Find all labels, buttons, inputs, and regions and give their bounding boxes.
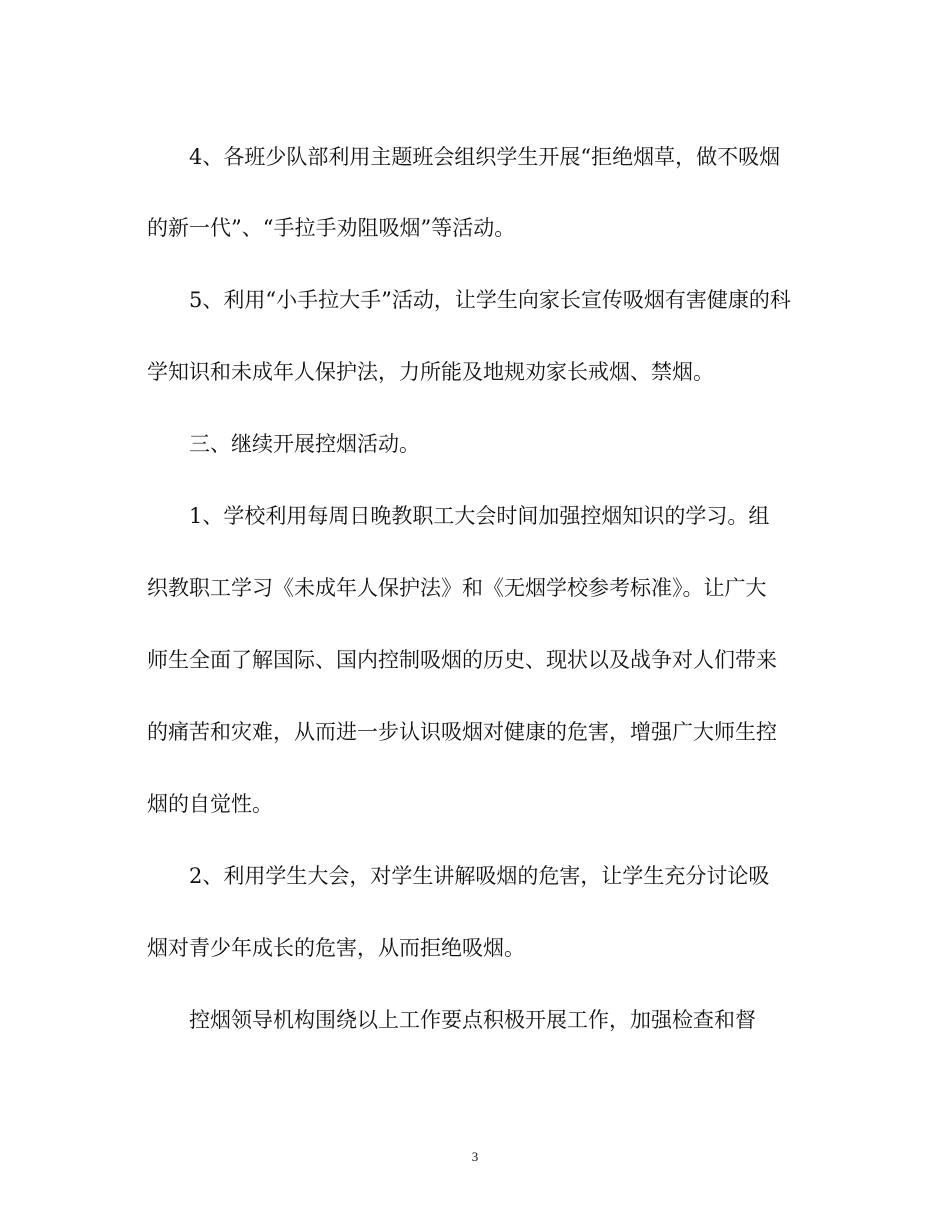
paragraph-5-line-1: 5、利用“小手拉大手”活动，让学生向家长宣传吸烟有害健康的科: [189, 288, 791, 312]
paragraph-1-line-5: 烟的自觉性。: [147, 792, 273, 816]
paragraph-2-line-2: 烟对青少年成长的危害，从而拒绝吸烟。: [147, 936, 525, 960]
paragraph-1-line-3: 师生全面了解国际、国内控制吸烟的历史、现状以及战争对人们带来: [147, 648, 777, 672]
paragraph-1-line-2: 织教职工学习《未成年人保护法》和《无烟学校参考标准》。让广大: [147, 576, 767, 600]
paragraph-1-line-1: 1、学校利用每周日晚教职工大会时间加强控烟知识的学习。组: [189, 504, 770, 528]
paragraph-4-line-1: 4、各班少队部利用主题班会组织学生开展“拒绝烟草，做不吸烟: [189, 145, 781, 169]
paragraph-5-line-2: 学知识和未成年人保护法，力所能及地规劝家长戒烟、禁烟。: [147, 360, 714, 384]
page-number: 3: [471, 1149, 479, 1164]
paragraph-4-line-2: 的新一代”、“手拉手劝阻吸烟”等活动。: [147, 216, 516, 240]
paragraph-2-line-1: 2、利用学生大会，对学生讲解吸烟的危害，让学生充分讨论吸: [189, 864, 770, 888]
paragraph-closing-line-1: 控烟领导机构围绕以上工作要点积极开展工作，加强检查和督: [189, 1008, 756, 1032]
paragraph-1-line-4: 的痛苦和灾难，从而进一步认识吸烟对健康的危害，增强广大师生控: [147, 720, 777, 744]
section-heading-3: 三、继续开展控烟活动。: [189, 432, 420, 456]
